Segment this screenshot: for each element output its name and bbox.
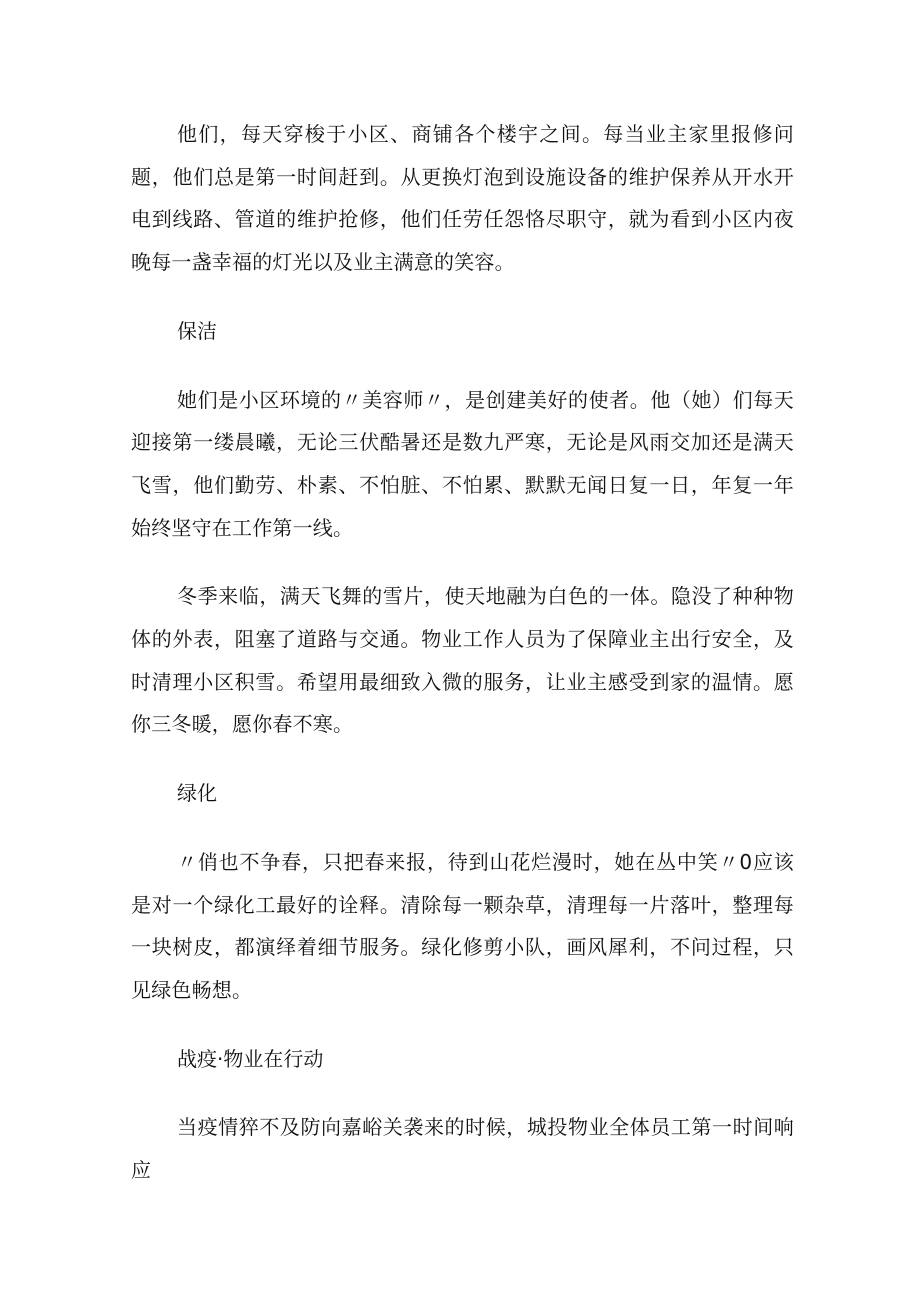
section-heading-greening: 绿化: [177, 781, 217, 806]
paragraph-epidemic: 当疫情猝不及防向嘉峪关袭来的时候，城投物业全体员工第一时间响应: [131, 1115, 794, 1183]
paragraph-cleaning: 她们是小区环境的〃美容师〃，是创建美好的使者。他（她）们每天迎接第一缕晨曦，无论三伏酷暑还是数九严寒，无论是风雨交加还是满天飞雪，他们勤劳、朴素、不怕脏、不怕累、默默无闻日复一日，年复一年始终坚守在工作第一线。: [131, 387, 794, 540]
paragraph-greening: 〃俏也不争春，只把春来报，待到山花烂漫时，她在丛中笑〃0应该是对一个绿化工最好的诠释。清除每一颗杂草，清理每一片落叶，整理每一块树皮，都演绎着细节服务。绿化修剪小队，画风犀利，不问过程，只见绿色畅想。: [131, 849, 794, 1002]
paragraph-maintenance: 他们，每天穿梭于小区、商铺各个楼宇之间。每当业主家里报修问题，他们总是第一时间赶到。从更换灯泡到设施设备的维护保养从开水开电到线路、管道的维护抢修，他们任劳任怨恪尽职守，就为看到小区内夜晚每一盏幸福的灯光以及业主满意的笑容。: [131, 122, 794, 275]
document-body: [131, 113, 794, 1218]
paragraph-snow-clearing: 冬季来临，满天飞舞的雪片，使天地融为白色的一体。隐没了种种物体的外表，阻塞了道路与交通。物业工作人员为了保障业主出行安全，及时清理小区积雪。希望用最细致入微的服务，让业主感受到家的温情。愿你三冬暖，愿你春不寒。: [131, 584, 794, 737]
section-heading-epidemic: 战疫·物业在行动: [177, 1046, 324, 1071]
section-heading-cleaning: 保洁: [177, 318, 217, 343]
